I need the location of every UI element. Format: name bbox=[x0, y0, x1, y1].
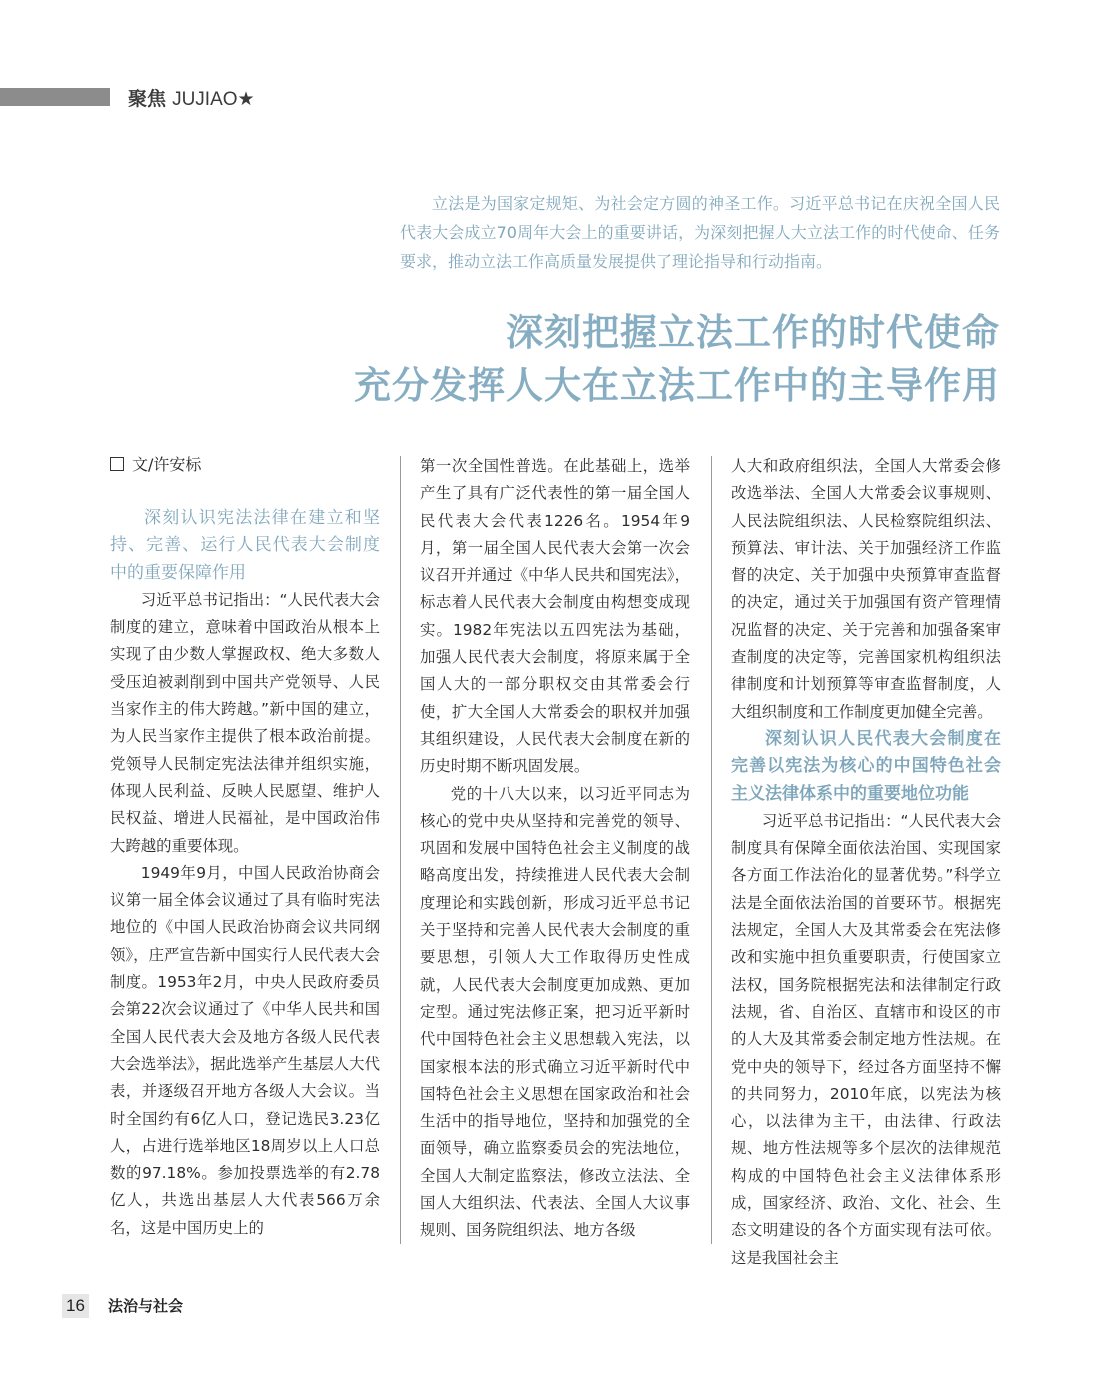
body-paragraph: 习近平总书记指出：“人民代表大会制度的建立，意味着中国政治从根本上实现了由少数人掌握政权、绝大多数人受压迫被剥削到中国共产党领导、人民当家作主的伟大跨越。”新中国的建立，为人民当家作主提供了根本政治前提。党领导人民制定宪法法律并组织实施，体现人民利益、反映人民愿望、维护人民权益、增进人民福祉，是中国政治伟大跨越的重要体现。 bbox=[110, 590, 380, 855]
title-line-2: 充分发挥人大在立法工作中的主导作用 bbox=[354, 364, 1000, 407]
column-2 bbox=[420, 453, 690, 1245]
byline bbox=[110, 452, 201, 475]
column-3 bbox=[731, 453, 1001, 1272]
page-number: 16 bbox=[62, 1294, 89, 1318]
column-divider bbox=[711, 456, 712, 1244]
section-header-bar bbox=[0, 88, 110, 106]
body-paragraph: 第一次全国性普选。在此基础上，选举产生了具有广泛代表性的第一届全国人民代表大会代表1226名。1954年9月，第一届全国人民代表大会第一次会议召开并通过《中华人民共和国宪法》，标志着人民代表大会制度由构想变成现实。1982年宪法以五四宪法为基础，加强人民代表大会制度，将原来属于全国人大的一部分职权交由其常委会行使，扩大全国人大常委会的职权并加强其组织建设，人民代表大会制度在新的历史时期不断巩固发展。 bbox=[420, 457, 690, 776]
title-line-1: 深刻把握立法工作的时代使命 bbox=[506, 311, 1000, 354]
section-heading-1: 深刻认识宪法法律在建立和坚持、完善、运行人民代表大会制度中的重要保障作用 bbox=[110, 508, 380, 583]
section-tag-cn: 聚焦 bbox=[128, 88, 167, 110]
lead-paragraph bbox=[400, 189, 1000, 276]
lead-text: 立法是为国家定规矩、为社会定方圆的神圣工作。习近平总书记在庆祝全国人民代表大会成立70周年大会上的重要讲话，为深刻把握人大立法工作的时代使命、任务要求，推动立法工作高质量发展提供了理论指导和行动指南。 bbox=[400, 194, 1000, 271]
body-paragraph: 1949年9月，中国人民政治协商会议第一届全体会议通过了具有临时宪法地位的《中国人民政治协商会议共同纲领》，庄严宣告新中国实行人民代表大会制度。1953年2月，中央人民政府委员会第22次会议通过了《中华人民共和国全国人民代表大会及地方各级人民代表大会选举法》，据此选举产生基层人大代表，并逐级召开地方各级人大会议。当时全国约有6亿人口，登记选民3.23亿人，占进行选举地区18周岁以上人口总数的97.18%。参加投票选举的有2.78亿人，共选出基层人大代表566万余名，这是中国历史上的 bbox=[110, 863, 380, 1237]
body-paragraph: 党的十八大以来，以习近平同志为核心的党中央从坚持和完善党的领导、巩固和发展中国特色社会主义制度的战略高度出发，持续推进人民代表大会制度理论和实践创新，形成习近平总书记关于坚持和完善人民代表大会制度的重要思想，引领人大工作取得历史性成就，人民代表大会制度更加成熟、更加定型。通过宪法修正案，把习近平新时代中国特色社会主义思想载入宪法，以国家根本法的形式确立习近平新时代中国特色社会主义思想在国家政治和社会生活中的指导地位，坚持和加强党的全面领导，确立监察委员会的宪法地位，全国人大制定监察法，修改立法法、全国人大组织法、代表法、全国人大议事规则、国务院组织法、地方各级 bbox=[420, 784, 690, 1240]
body-paragraph: 人大和政府组织法，全国人大常委会修改选举法、全国人大常委会议事规则、人民法院组织法、人民检察院组织法、预算法、审计法、关于加强经济工作监督的决定、关于加强中央预算审查监督的决定，通过关于加强国有资产管理情况监督的决定、关于完善和加强备案审查制度的决定等，完善国家机构组织法律制度和计划预算等审查监督制度，人大组织制度和工作制度更加健全完善。 bbox=[731, 457, 1001, 721]
column-1 bbox=[110, 505, 380, 1242]
section-tag-en: JUJIAO★ bbox=[172, 89, 255, 110]
byline-author: 文/许安标 bbox=[132, 455, 202, 474]
column-divider bbox=[400, 456, 401, 1244]
article-title bbox=[354, 306, 1000, 412]
magazine-name: 法治与社会 bbox=[108, 1297, 184, 1315]
section-tag bbox=[128, 84, 255, 111]
byline-box-icon bbox=[110, 457, 124, 471]
body-paragraph: 习近平总书记指出：“人民代表大会制度具有保障全面依法治国、实现国家各方面工作法治化的显著优势。”科学立法是全面依法治国的首要环节。根据宪法规定，全国人大及其常委会在宪法修改和实施中担负重要职责，行使国家立法权，国务院根据宪法和法律制定行政法规，省、自治区、直辖市和设区的市的人大及其常委会制定地方性法规。在党中央的领导下，经过各方面坚持不懈的共同努力，2010年底，以宪法为核心，以法律为主干，由法律、行政法规、地方性法规等多个层次的法律规范构成的中国特色社会主义法律体系形成，国家经济、政治、文化、社会、生态文明建设的各个方面实现有法可依。这是我国社会主 bbox=[731, 811, 1001, 1267]
section-heading-2: 深刻认识人民代表大会制度在完善以宪法为核心的中国特色社会主义法律体系中的重要地位功能 bbox=[731, 728, 1001, 804]
